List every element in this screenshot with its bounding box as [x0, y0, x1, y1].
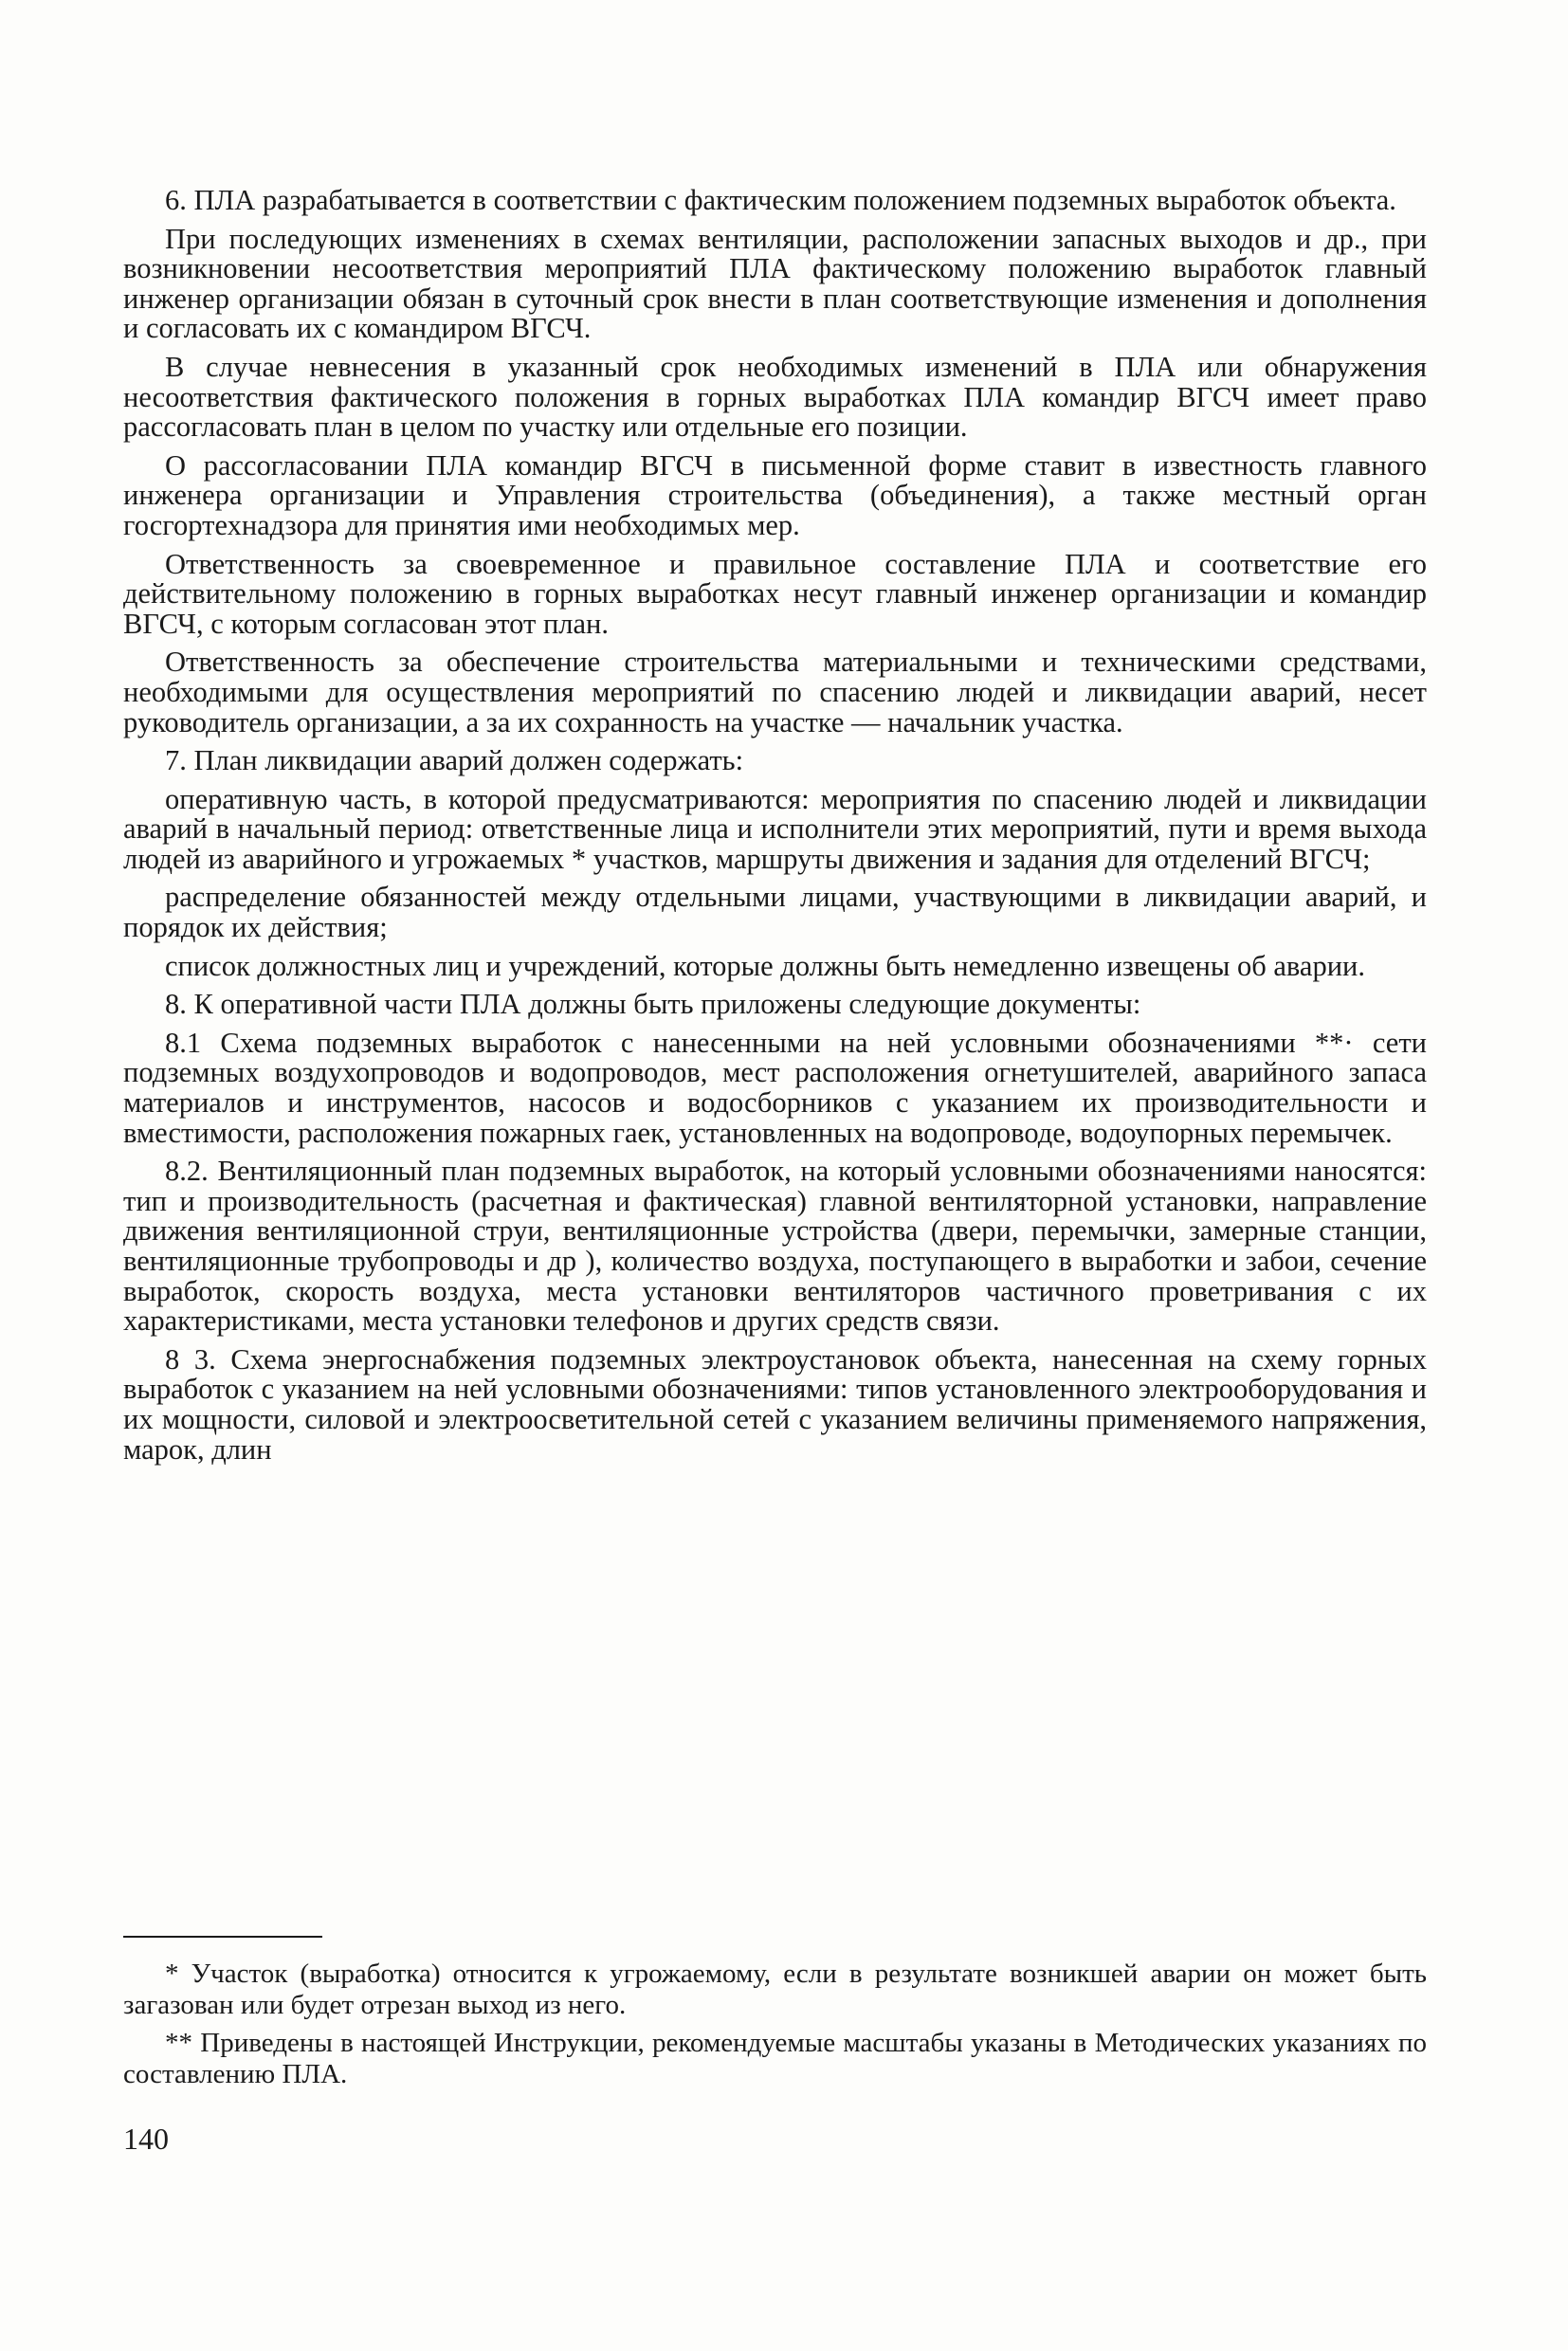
paragraph-6: 6. ПЛА разрабатывается в соответствии с фактическим положением подземных выработок объекта. [165, 184, 1396, 216]
footnote-1: * Участок (выработка) относится к угрожаемому, если в результате возникшей аварии он может быть загазован или будет отрезан выход из него. [123, 1959, 1427, 2020]
paragraph-8-2: 8.2. Вентиляционный план подземных выработок, на который условными обозначениями наносятся: тип и производительность (расчетная и фактическая) главной вентиляторной установки, направление движения вентиляционной струи, вентиляционные устройства (двери, перемычки, замерные станции, вентиляционные трубопроводы и др ), количество воздуха, поступающего в выработки и забои, сечение выработок, скорость воздуха, места установки вентиляторов частичного проветривания с их характеристиками, места установки телефонов и других средств связи. [123, 1155, 1427, 1338]
paragraph-8-3: 8 3. Схема энергоснабжения подземных электроустановок объекта, нанесенная на схему горных выработок с указанием на ней условными обозначениями: типов установленного электрооборудования и их мощности, силовой и электроосветительной сетей с указанием величины применяемого напряжения, марок, длин [123, 1342, 1427, 1466]
paragraph-7: 7. План ликвидации аварий должен содержать: [165, 744, 744, 777]
paragraph-operative-part: оперативную часть, в которой предусматриваются: мероприятия по спасению людей и ликвидации аварий в начальный период: ответственные лица и исполнители этих мероприятий, пути и время выхода людей из аварийного и угрожаемых * участков, маршруты движения и задания для отделений ВГСЧ; [123, 782, 1427, 875]
page-number: 140 [123, 2122, 169, 2156]
paragraph-8: 8. К оперативной части ПЛА должны быть приложены следующие документы: [165, 988, 1141, 1021]
footnotes [123, 1959, 1427, 2097]
paragraph-responsibility-pla: Ответственность за своевременное и правильное составление ПЛА и соответствие его действительному положению в горных выработках несут главный инженер организации и командир ВГСЧ, с которым согласован этот план. [123, 547, 1427, 640]
footnote-divider [123, 1936, 322, 1938]
paragraph-8-1: 8.1 Схема подземных выработок с нанесенными на ней условными обозначениями **· сети подземных воздухопроводов и водопроводов, мест расположения огнетушителей, аварийного запаса материалов и инструментов, насосов и водосборников с указанием их производительности и вместимости, расположения пожарных гаек, установленных на водопроводе, водоупорных перемычек. [123, 1026, 1427, 1149]
paragraph-non-compliance: В случае невнесения в указанный срок необходимых изменений в ПЛА или обнаружения несоответствия фактического положения в горных выработках ПЛА командир ВГСЧ имеет право рассогласовать план в целом по участку или отдельные его позиции. [123, 350, 1427, 444]
paragraph-officials-list: список должностных лиц и учреждений, которые должны быть немедленно извещены об аварии. [165, 949, 1365, 982]
footnote-2: ** Приведены в настоящей Инструкции, рекомендуемые масштабы указаны в Методических указаниях по составлению ПЛА. [123, 2028, 1427, 2089]
paragraph-duties: распределение обязанностей между отдельными лицами, участвующими в ликвидации аварий, и порядок их действия; [123, 881, 1427, 944]
paragraph-changes: При последующих изменениях в схемах вентиляции, расположении запасных выходов и др., при возникновении несоответствия мероприятий ПЛА фактическому положению выработок главный инженер организации обязан в суточный срок внести в план соответствующие изменения и дополнения и согласовать их с командиром ВГСЧ. [123, 222, 1427, 345]
main-text [123, 186, 1427, 1473]
paragraph-responsibility-supply: Ответственность за обеспечение строительства материальными и техническими средствами, необходимыми для осуществления мероприятий по спасению людей и ликвидации аварий, несет руководитель организации, а за их сохранность на участке — начальник участка. [123, 646, 1427, 738]
paragraph-notification: О рассогласовании ПЛА командир ВГСЧ в письменной форме ставит в известность главного инженера организации и Управления строительства (объединения), а также местный орган госгортехнадзора для принятия ими необходимых мер. [123, 448, 1427, 541]
